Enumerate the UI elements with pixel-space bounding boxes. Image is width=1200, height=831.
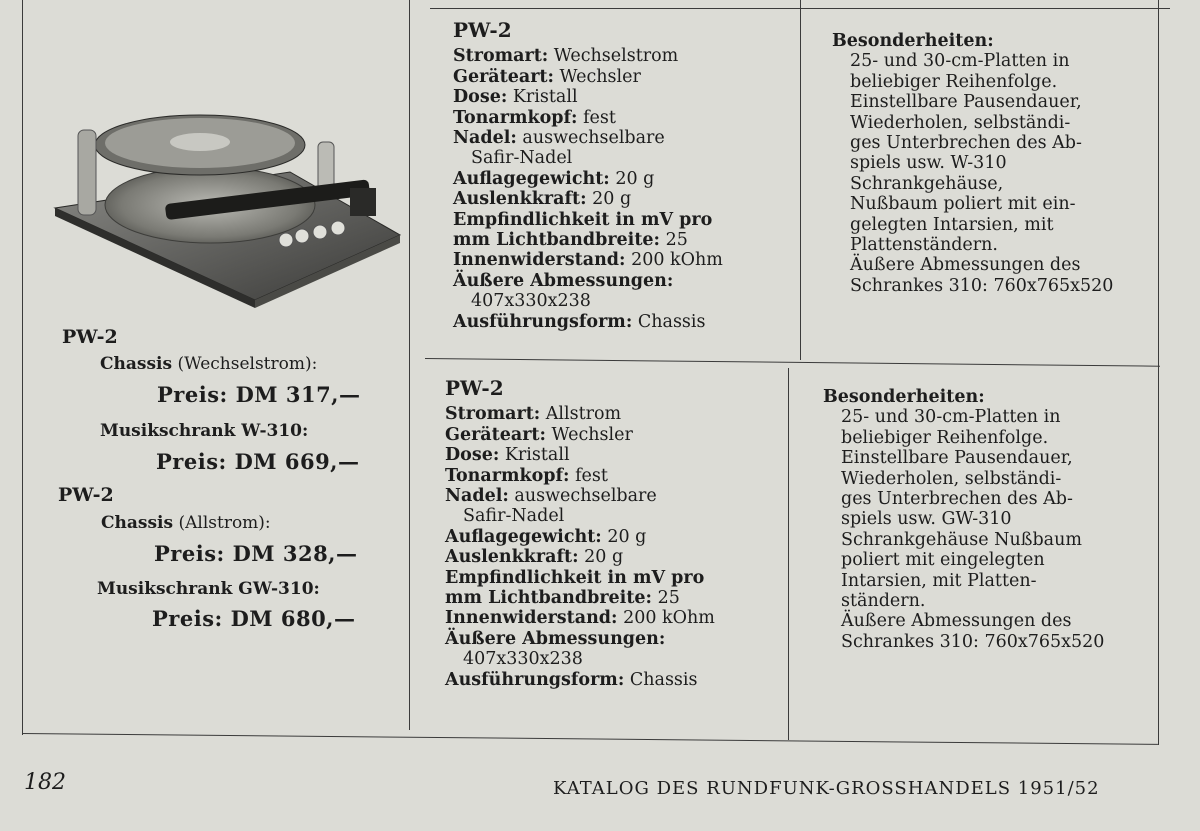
notes-top-line: ges Unterbrechen des Ab- [850, 133, 1082, 154]
spec-top-row [453, 271, 723, 291]
spec-top-row [453, 148, 723, 168]
spec-bottom-value: Safir-Nadel [463, 506, 565, 527]
notes-block-top [832, 31, 1113, 296]
notes-top-line: Plattenständern. [850, 235, 998, 256]
spec-bottom-row [445, 568, 715, 588]
notes-bottom-line: ständern. [841, 591, 926, 612]
price-cabinet-gw310: Preis: DM 680,— [152, 606, 356, 631]
spec-bottom-row [445, 547, 715, 567]
spec-bottom-row [445, 404, 715, 424]
notes-bottom-line: Schrankes 310: 760x765x520 [841, 631, 1105, 652]
spec-bottom-value: Chassis [624, 669, 698, 690]
notes-top-line: Wiederholen, selbständi- [850, 112, 1071, 133]
spec-bottom-label: mm Lichtbandbreite: [445, 588, 652, 609]
left-item-chassis-universal: Chassis (Allstrom): [101, 513, 271, 533]
spec-top-label: Nadel: [453, 128, 517, 149]
spec-top-label: Empfindlichkeit in mV pro [453, 209, 713, 230]
spec-bottom-value: Wechsler [545, 424, 633, 445]
left-model-2: PW-2 [58, 484, 114, 506]
frame-divider-2-top [800, 0, 801, 360]
spec-bottom-label: Auslenkkraft: [445, 547, 579, 568]
spec-top-value: auswechselbare [516, 128, 665, 149]
frame-top-line [430, 8, 1170, 9]
notes-top-line: Schrankgehäuse, [850, 173, 1004, 194]
spec-top-value: Kristall [507, 87, 578, 108]
spec-bottom-label: Tonarmkopf: [445, 465, 570, 486]
left-model-1: PW-2 [62, 326, 118, 348]
frame-right-line [1158, 0, 1159, 745]
page-number: 182 [24, 770, 66, 795]
spec-bottom-value: 200 kOhm [617, 608, 715, 629]
notes-top-line: Äußere Abmessungen des [850, 255, 1081, 276]
frame-bottom-line [22, 733, 1158, 745]
frame-divider-2 [788, 368, 789, 740]
record-changer-photo [50, 110, 410, 310]
spec-bottom-label: Dose: [445, 445, 500, 466]
spec-top-row [453, 230, 723, 250]
spec-bottom-row [445, 588, 715, 608]
spec-top-row [453, 128, 723, 148]
spec-bottom-label: Äußere Abmessungen: [445, 628, 666, 649]
spec-top-value: Chassis [632, 311, 706, 332]
spec-top-value: Wechsler [553, 66, 641, 87]
spec-bottom-row [445, 466, 715, 486]
spec-bottom-label: Innenwiderstand: [445, 608, 618, 629]
notes-top-line: beliebiger Reihenfolge. [850, 71, 1058, 92]
notes-top-line: 25- und 30-cm-Platten in [850, 51, 1070, 72]
spec-bottom-value: Kristall [499, 445, 570, 466]
spec-bottom-title: PW-2 [445, 376, 504, 400]
spec-bottom-row [445, 608, 715, 628]
spec-block-bottom [445, 378, 715, 690]
spec-bottom-value: Allstrom [540, 404, 622, 425]
notes-bottom-line: beliebiger Reihenfolge. [841, 427, 1049, 448]
spec-top-value: 20 g [609, 168, 655, 189]
spec-top-value: fest [577, 107, 616, 128]
notes-bottom-line: Einstellbare Pausendauer, [841, 448, 1073, 469]
spec-top-label: Innenwiderstand: [453, 250, 626, 271]
spec-top-row [453, 46, 723, 66]
spec-top-label: Ausführungsform: [453, 311, 633, 332]
spec-top-label: Stromart: [453, 46, 549, 67]
spec-top-label: mm Lichtbandbreite: [453, 230, 660, 251]
notes-bottom-line: Wiederholen, selbständi- [841, 468, 1062, 489]
spec-bottom-value: 25 [652, 588, 680, 609]
left-item-cabinet-w310: Musikschrank W-310: [100, 421, 309, 441]
notes-bottom-line: Intarsien, mit Platten- [841, 570, 1037, 591]
spec-top-label: Äußere Abmessungen: [453, 270, 674, 291]
spec-top-value: 407x330x238 [471, 291, 591, 312]
notes-top-line: Schrankes 310: 760x765x520 [850, 275, 1114, 296]
spec-top-value: Wechselstrom [548, 46, 679, 67]
spec-top-value: 25 [660, 230, 688, 251]
spec-top-label: Dose: [453, 87, 508, 108]
spec-bottom-row [445, 670, 715, 690]
price-chassis-ac: Preis: DM 317,— [157, 382, 361, 407]
spec-bottom-row [445, 527, 715, 547]
spec-bottom-value: 407x330x238 [463, 649, 583, 670]
spec-bottom-label: Empfindlichkeit in mV pro [445, 567, 705, 588]
notes-bottom-line: Schrankgehäuse Nußbaum [841, 529, 1082, 550]
spec-block-top [453, 20, 723, 332]
notes-bottom-line: 25- und 30-cm-Platten in [841, 407, 1061, 428]
left-item-chassis-ac: Chassis (Wechselstrom): [100, 354, 318, 374]
spec-bottom-row [445, 445, 715, 465]
notes-bottom-heading: Besonderheiten: [823, 387, 985, 407]
spec-top-row [453, 87, 723, 107]
spec-bottom-value: 20 g [601, 526, 647, 547]
left-item-cabinet-gw310: Musikschrank GW-310: [97, 579, 320, 599]
notes-bottom-line: Äußere Abmessungen des [841, 611, 1072, 632]
spec-bottom-label: Stromart: [445, 404, 541, 425]
spec-top-title: PW-2 [453, 18, 512, 42]
spec-top-value: 200 kOhm [625, 250, 723, 271]
spec-top-row [453, 210, 723, 230]
spec-bottom-value: 20 g [578, 547, 624, 568]
notes-top-line: spiels usw. W-310 [850, 153, 1007, 174]
spec-top-label: Tonarmkopf: [453, 107, 578, 128]
spec-top-value: Safir-Nadel [471, 148, 573, 169]
catalog-title: KATALOG DES RUNDFUNK-GROSSHANDELS 1951/52 [553, 778, 1100, 799]
notes-bottom-line: ges Unterbrechen des Ab- [841, 489, 1073, 510]
spec-bottom-row [445, 629, 715, 649]
spec-top-label: Auflagegewicht: [453, 168, 610, 189]
spec-top-row [453, 108, 723, 128]
notes-block-bottom [823, 387, 1104, 652]
notes-bottom-line: poliert mit eingelegten [841, 550, 1045, 571]
spec-top-row [453, 169, 723, 189]
price-cabinet-w310: Preis: DM 669,— [156, 449, 360, 474]
spec-top-value: 20 g [586, 189, 632, 210]
spec-top-label: Auslenkkraft: [453, 189, 587, 210]
price-chassis-universal: Preis: DM 328,— [154, 541, 358, 566]
notes-top-line: gelegten Intarsien, mit [850, 214, 1054, 235]
spec-top-label: Geräteart: [453, 66, 554, 87]
spec-bottom-row [445, 506, 715, 526]
notes-top-heading: Besonderheiten: [832, 31, 994, 51]
frame-left-line [22, 0, 23, 735]
spec-top-row [453, 291, 723, 311]
spec-top-row [453, 189, 723, 209]
spec-top-row [453, 67, 723, 87]
spec-bottom-label: Geräteart: [445, 424, 546, 445]
spec-bottom-label: Ausführungsform: [445, 669, 625, 690]
spec-bottom-label: Nadel: [445, 486, 509, 507]
spec-bottom-row [445, 486, 715, 506]
spec-bottom-row [445, 425, 715, 445]
spec-bottom-row [445, 649, 715, 669]
notes-top-line: Nußbaum poliert mit ein- [850, 194, 1076, 215]
spec-bottom-value: auswechselbare [508, 486, 657, 507]
spec-top-row [453, 312, 723, 332]
spec-bottom-label: Auflagegewicht: [445, 526, 602, 547]
frame-row-divider [425, 358, 1160, 367]
spec-top-row [453, 250, 723, 270]
notes-bottom-line: spiels usw. GW-310 [841, 509, 1012, 530]
spec-bottom-value: fest [569, 465, 608, 486]
notes-top-line: Einstellbare Pausendauer, [850, 92, 1082, 113]
